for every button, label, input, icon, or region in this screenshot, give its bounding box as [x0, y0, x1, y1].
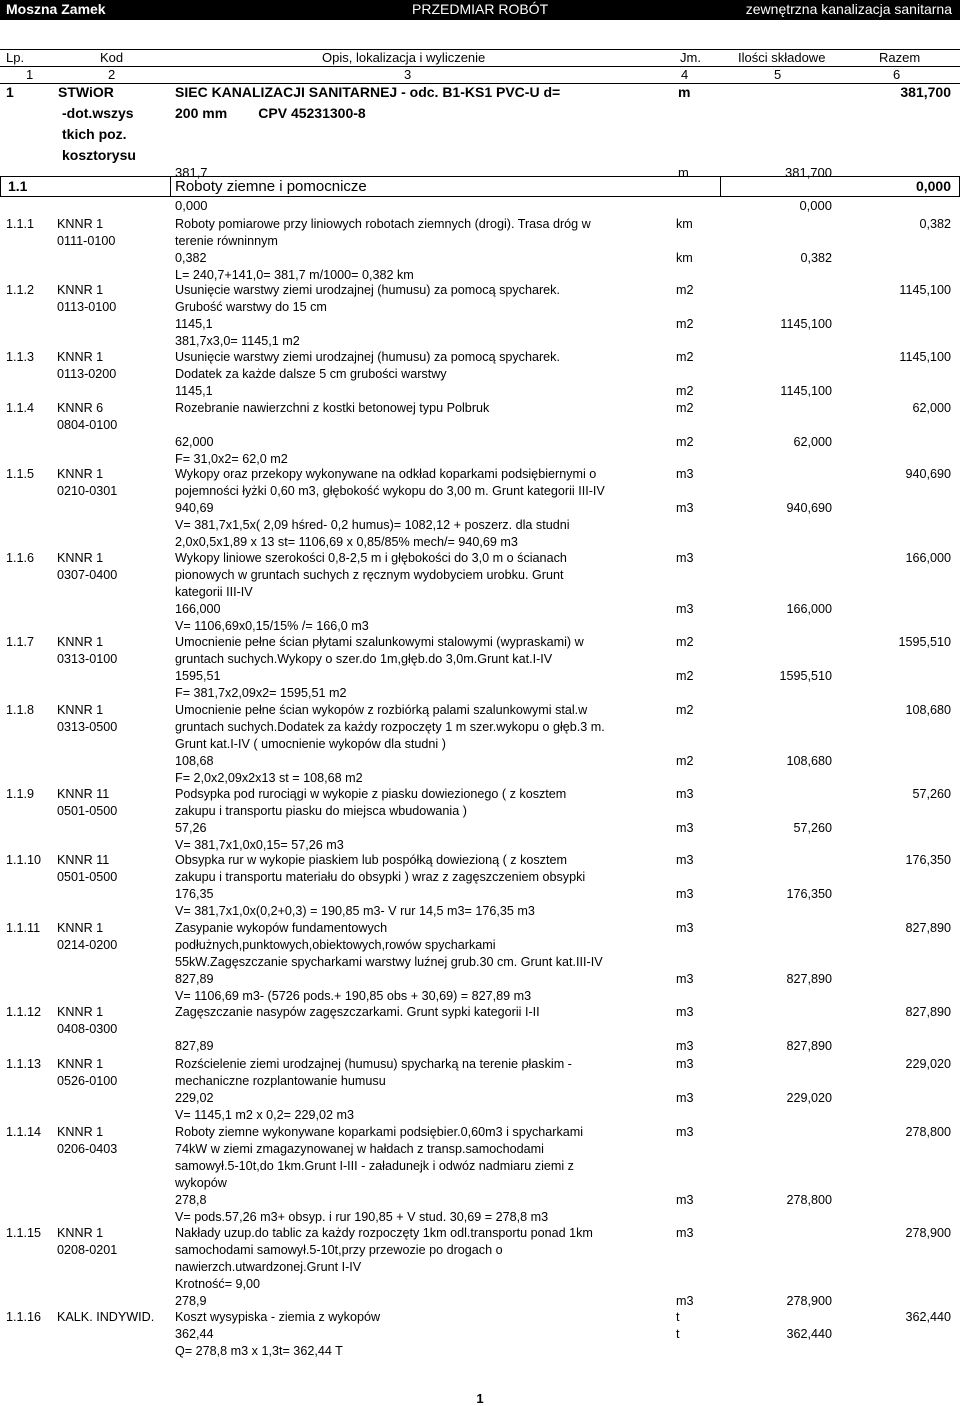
item-qty-value: 166,000 [786, 602, 832, 616]
item-jm: m2 [676, 283, 694, 297]
item-razem: 827,890 [905, 921, 951, 935]
item-kod: 0313-0500 [57, 720, 118, 734]
item-qty-jm: m3 [676, 501, 694, 515]
item-desc-line: zakupu i transportu piasku do miejsca wbudowania ) [175, 804, 467, 818]
header-center: PRZEDMIAR ROBÓT [412, 1, 549, 17]
item-desc-line: Wykopy oraz przekopy wykonywane na odkład koparkami podsiębiernymi o [175, 467, 597, 481]
item-qty-value: 57,260 [793, 821, 832, 835]
item-kod: 0113-0200 [57, 367, 117, 381]
item-desc-line: Zagęszczanie nasypów zagęszczarkami. Grunt sypki kategorii I-II [175, 1005, 540, 1019]
item-razem: 1595,510 [898, 635, 951, 649]
item-qty: 57,26 [175, 821, 207, 835]
item-lp: 1.1.5 [6, 467, 35, 481]
item-jm: m3 [676, 921, 694, 935]
item-qty: 1145,1 [175, 384, 213, 398]
item-desc-line: Podsypka pod rurociągi w wykopie z piasku dowiezionego ( z kosztem [175, 787, 567, 801]
item-qty-value: 229,020 [786, 1091, 832, 1105]
col-num-4: 4 [681, 67, 689, 82]
item-jm: m3 [676, 551, 694, 565]
item-qty: 0,382 [175, 251, 207, 265]
item-kod: KNNR 1 [57, 1125, 104, 1139]
item-desc-line: Rozścielenie ziemi urodzajnej (humusu) spycharką na terenie płaskim - [175, 1057, 572, 1071]
item-qty-jm: m3 [676, 887, 694, 901]
item-lp: 1.1.16 [6, 1310, 42, 1324]
item-calc-line: V= 381,7x1,5x( 2,09 hśred- 0,2 humus)= 1082,12 + poszerz. dla studni [175, 518, 570, 532]
item-kod: 0113-0100 [57, 300, 117, 314]
item-kod: KNNR 1 [57, 350, 104, 364]
item-kod: 0307-0400 [57, 568, 118, 582]
item-calc-line: V= 1106,69 m3- (5726 pods.+ 190,85 obs + 30,69) = 827,89 m3 [175, 989, 532, 1003]
item-qty-value: 1145,100 [780, 317, 832, 331]
item-jm: m3 [676, 1057, 694, 1071]
item-jm: m3 [676, 787, 694, 801]
item-kod: 0214-0200 [57, 938, 118, 952]
item-qty: 229,02 [175, 1091, 214, 1105]
item-lp: 1.1.6 [6, 551, 35, 565]
item-kod: 0208-0201 [57, 1243, 118, 1257]
item-kod: KNNR 6 [57, 401, 104, 415]
header-left: Moszna Zamek [6, 1, 106, 17]
group-kod-line: tkich poz. [62, 126, 127, 142]
item-desc-line: 74kW w ziemi zmagazynowanej w hałdach z transp.samochodami [175, 1142, 544, 1156]
item-desc-line: pionowych w gruntach suchych z ręcznym wydobyciem urobku. Grunt [175, 568, 564, 582]
section-razem: 0,000 [915, 178, 951, 194]
item-kod: 0313-0100 [57, 652, 118, 666]
item-desc-line: Wykopy liniowe szerokości 0,8-2,5 m i głębokości do 3,0 m o ścianach [175, 551, 567, 565]
group-row [0, 84, 960, 178]
item-kod: 0526-0100 [57, 1074, 118, 1088]
item-calc-line: Q= 278,8 m3 x 1,3t= 362,44 T [175, 1344, 343, 1358]
col-opis: Opis, lokalizacja i wyliczenie [322, 50, 486, 65]
item-qty-jm: m2 [676, 384, 694, 398]
item-qty-jm: km [676, 251, 693, 265]
item-qty-value: 278,900 [786, 1294, 832, 1308]
group-sub-val: 381,700 [785, 165, 832, 180]
item-qty-value: 362,440 [786, 1327, 832, 1341]
item-calc-line: V= 1106,69x0,15/15% /= 166,0 m3 [175, 619, 369, 633]
item-qty: 940,69 [175, 501, 214, 515]
item-desc-line: Dodatek za każde dalsze 5 cm grubości warstwy [175, 367, 447, 381]
item-qty-jm: m3 [676, 972, 694, 986]
item-jm: m3 [676, 1005, 694, 1019]
item-qty-jm: m3 [676, 1039, 694, 1053]
section-sub-val: 0,000 [799, 198, 832, 213]
item-lp: 1.1.3 [6, 350, 35, 364]
item-desc-line: gruntach suchych.Wykopy o szer.do 1m,głęb.do 3,0m.Grunt kat.I-IV [175, 652, 553, 666]
item-qty-value: 176,350 [786, 887, 832, 901]
item-jm: m2 [676, 350, 694, 364]
item-calc-line: F= 31,0x2= 62,0 m2 [175, 452, 288, 466]
item-qty-value: 1145,100 [780, 384, 832, 398]
item-jm: m3 [676, 1125, 694, 1139]
col-num-5: 5 [774, 67, 782, 82]
item-desc-line: Usunięcie warstwy ziemi urodzajnej (humusu) za pomocą spycharek. [175, 283, 560, 297]
item-razem: 62,000 [912, 401, 951, 415]
item-kod: KALK. INDYWID. [57, 1310, 155, 1324]
item-desc-line: samowył.5-10t,do 1km.Grunt I-III - załadunejk i odwóz nadmiaru ziemi z [175, 1159, 574, 1173]
item-calc-line: 381,7x3,0= 1145,1 m2 [175, 334, 300, 348]
item-kod: 0804-0100 [57, 418, 118, 432]
item-kod: KNNR 1 [57, 551, 104, 565]
item-calc-line: V= 381,7x1,0x0,15= 57,26 m3 [175, 838, 344, 852]
item-calc-line: F= 2,0x2,09x2x13 st = 108,68 m2 [175, 771, 363, 785]
group-jm: m [678, 84, 691, 100]
item-desc-line: Zasypanie wykopów fundamentowych [175, 921, 388, 935]
item-qty-value: 108,680 [786, 754, 832, 768]
item-kod: KNNR 11 [57, 853, 110, 867]
group-lp: 1 [6, 84, 14, 100]
group-kod-line: kosztorysu [62, 147, 136, 163]
group-razem: 381,700 [900, 84, 951, 100]
item-lp: 1.1.8 [6, 703, 35, 717]
item-desc-line: Usunięcie warstwy ziemi urodzajnej (humusu) za pomocą spycharek. [175, 350, 560, 364]
item-qty-jm: m3 [676, 821, 694, 835]
item-desc-line: Grunt kat.I-IV ( umocnienie wykopów dla studni ) [175, 737, 446, 751]
item-qty-value: 1595,510 [779, 669, 832, 683]
section-sub-qty: 0,000 [175, 198, 208, 213]
item-kod: KNNR 1 [57, 283, 104, 297]
item-qty-value: 940,690 [786, 501, 832, 515]
item-lp: 1.1.14 [6, 1125, 42, 1139]
item-razem: 827,890 [905, 1005, 951, 1019]
item-qty: 827,89 [175, 972, 214, 986]
column-headers [0, 49, 960, 85]
item-lp: 1.1.7 [6, 635, 35, 649]
item-kod: 0111-0100 [57, 234, 116, 248]
item-jm: m2 [676, 703, 694, 717]
item-calc-line: 2,0x0,5x1,89 x 13 st= 1106,69 x 0,85/85% mech/= 940,69 m3 [175, 535, 518, 549]
item-razem: 108,680 [905, 703, 951, 717]
item-qty-jm: m2 [676, 669, 694, 683]
item-qty-jm: m2 [676, 754, 694, 768]
item-desc-line: pojemności łyżki 0,60 m3, głębokość wykopu do 3,00 m. Grunt kategorii III-IV [175, 484, 605, 498]
item-calc-line: V= 1145,1 m2 x 0,2= 229,02 m3 [175, 1108, 354, 1122]
item-qty: 1595,51 [175, 669, 221, 683]
item-kod: 0206-0403 [57, 1142, 118, 1156]
item-qty-jm: m3 [676, 1091, 694, 1105]
item-razem: 940,690 [905, 467, 951, 481]
item-kod: KNNR 1 [57, 921, 104, 935]
item-lp: 1.1.15 [6, 1226, 42, 1240]
item-razem: 278,900 [905, 1226, 951, 1240]
item-desc-line: Krotność= 9,00 [175, 1277, 261, 1291]
item-kod: 0408-0300 [57, 1022, 118, 1036]
group-kod-line: STWiOR [58, 84, 114, 100]
item-qty-jm: m2 [676, 435, 694, 449]
item-razem: 57,260 [912, 787, 951, 801]
item-desc-line: Roboty ziemne wykonywane koparkami podsiębier.0,60m3 i spycharkami [175, 1125, 584, 1139]
col-kod: Kod [100, 50, 124, 65]
item-kod: 0501-0500 [57, 870, 118, 884]
item-calc-line: L= 240,7+141,0= 381,7 m/1000= 0,382 km [175, 268, 414, 282]
item-kod: 0501-0500 [57, 804, 118, 818]
item-kod: KNNR 1 [57, 467, 104, 481]
item-qty-jm: m2 [676, 317, 694, 331]
item-desc-line: podłużnych,punktowych,obiektowych,rowów spycharkami [175, 938, 496, 952]
item-lp: 1.1.11 [6, 921, 41, 935]
item-desc-line: zakupu i transportu materiału do obsypki ) wraz z zagęszczeniem obsypki [175, 870, 586, 884]
item-desc-line: Grubość warstwy do 15 cm [175, 300, 327, 314]
item-desc-line: Umocnienie pełne ścian wykopów z rozbiórką palami szalunkowymi stal.w [175, 703, 588, 717]
item-desc-line: Umocnienie pełne ścian płytami szalunkowymi stalowymi (wypraskami) w [175, 635, 584, 649]
item-razem: 166,000 [905, 551, 951, 565]
item-lp: 1.1.12 [6, 1005, 42, 1019]
item-razem: 176,350 [905, 853, 951, 867]
item-desc-line: mechaniczne rozplantowanie humusu [175, 1074, 386, 1088]
item-jm: km [676, 217, 693, 231]
item-qty: 62,000 [175, 435, 214, 449]
item-qty-value: 0,382 [800, 251, 832, 265]
item-razem: 1145,100 [899, 283, 951, 297]
page-number: 1 [476, 1391, 484, 1406]
item-qty: 108,68 [175, 754, 214, 768]
item-qty: 176,35 [175, 887, 214, 901]
item-desc-line: nawierzch.utwardzonej.Grunt I-IV [175, 1260, 362, 1274]
item-jm: t [676, 1310, 680, 1324]
item-kod: KNNR 1 [57, 703, 104, 717]
item-razem: 0,382 [919, 217, 951, 231]
item-desc-line: Rozebranie nawierzchni z kostki betonowej typu Polbruk [175, 401, 490, 415]
item-lp: 1.1.2 [6, 283, 35, 297]
item-desc-line: samochodami samowył.5-10t,przy przewozie po drogach o [175, 1243, 503, 1257]
item-kod: KNNR 1 [57, 1005, 104, 1019]
item-qty-value: 827,890 [786, 972, 832, 986]
item-lp: 1.1.4 [6, 401, 35, 415]
item-lp: 1.1.13 [6, 1057, 42, 1071]
item-qty-value: 62,000 [793, 435, 832, 449]
item-calc-line: V= 381,7x1,0x(0,2+0,3) = 190,85 m3- V rur 14,5 m3= 176,35 m3 [175, 904, 535, 918]
item-razem: 278,800 [905, 1125, 951, 1139]
item-qty-value: 827,890 [786, 1039, 832, 1053]
col-num-6: 6 [893, 67, 901, 82]
col-jm: Jm. [680, 50, 701, 65]
item-kod: KNNR 1 [57, 217, 104, 231]
item-desc-line: Nakłady uzup.do tablic za każdy rozpoczęty 1km odl.transportu ponad 1km [175, 1226, 593, 1240]
item-qty-jm: m3 [676, 1193, 694, 1207]
item-desc-line: wykopów [175, 1176, 227, 1190]
item-desc-line: Koszt wysypiska - ziemia z wykopów [175, 1310, 381, 1324]
item-jm: m2 [676, 635, 694, 649]
item-kod: KNNR 1 [57, 1226, 104, 1240]
item-kod: KNNR 1 [57, 1057, 104, 1071]
col-num-2: 2 [108, 67, 116, 82]
item-lp: 1.1.1 [6, 217, 35, 231]
section-title: Roboty ziemne i pomocnicze [175, 178, 367, 195]
section-lp: 1.1 [8, 178, 28, 194]
item-desc-line: Roboty pomiarowe przy liniowych robotach ziemnych (drogi). Trasa dróg w [175, 217, 591, 231]
group-sub-qty: 381,7 [175, 165, 208, 180]
header-right: zewnętrzna kanalizacja sanitarna [745, 1, 952, 17]
item-razem: 1145,100 [899, 350, 951, 364]
item-jm: m2 [676, 401, 694, 415]
item-desc-line: gruntach suchych.Dodatek za każdy rozpoczęty 1 m szer.wykopu o głęb.3 m. [175, 720, 605, 734]
item-jm: m3 [676, 1226, 694, 1240]
item-calc-line: V= pods.57,26 m3+ obsyp. i rur 190,85 + V stud. 30,69 = 278,8 m3 [175, 1210, 549, 1224]
item-qty: 362,44 [175, 1327, 214, 1341]
item-kod: 0210-0301 [57, 484, 118, 498]
item-calc-line: F= 381,7x2,09x2= 1595,51 m2 [175, 686, 347, 700]
item-lp: 1.1.9 [6, 787, 35, 801]
item-qty-value: 278,800 [786, 1193, 832, 1207]
col-ilosci: Ilości składowe [738, 50, 826, 65]
item-desc-line: kategorii III-IV [175, 585, 253, 599]
item-qty: 1145,1 [175, 317, 213, 331]
item-qty: 278,9 [175, 1294, 207, 1308]
item-desc-line: 55kW.Zagęszczanie spycharkami warstwy luźnej grub.30 cm. Grunt kat.III-IV [175, 955, 603, 969]
item-qty: 827,89 [175, 1039, 214, 1053]
item-kod: KNNR 1 [57, 635, 104, 649]
item-jm: m3 [676, 467, 694, 481]
item-qty-jm: m3 [676, 602, 694, 616]
col-razem: Razem [879, 50, 921, 65]
item-qty-jm: m3 [676, 1294, 694, 1308]
col-lp: Lp. [6, 50, 25, 65]
col-num-3: 3 [404, 67, 412, 82]
group-title-line: SIEC KANALIZACJI SANITARNEJ - odc. B1-KS1 PVC-U d= [175, 84, 561, 100]
item-qty-jm: t [676, 1327, 680, 1341]
item-desc-line: terenie równinnym [175, 234, 278, 248]
item-qty: 278,8 [175, 1193, 207, 1207]
item-desc-line: Obsypka rur w wykopie piaskiem lub pospółką dowiezioną ( z kosztem [175, 853, 567, 867]
item-jm: m3 [676, 853, 694, 867]
item-razem: 229,020 [905, 1057, 951, 1071]
item-razem: 362,440 [905, 1310, 951, 1324]
group-sub-jm: m [678, 165, 689, 180]
item-qty: 166,000 [175, 602, 221, 616]
group-kod-line: -dot.wszys [62, 105, 134, 121]
item-kod: KNNR 11 [57, 787, 110, 801]
section-row [0, 176, 960, 216]
item-lp: 1.1.10 [6, 853, 42, 867]
group-title-line: 200 mm CPV 45231300-8 [175, 105, 366, 121]
page-header-bar [0, 0, 960, 20]
col-num-1: 1 [26, 67, 34, 82]
